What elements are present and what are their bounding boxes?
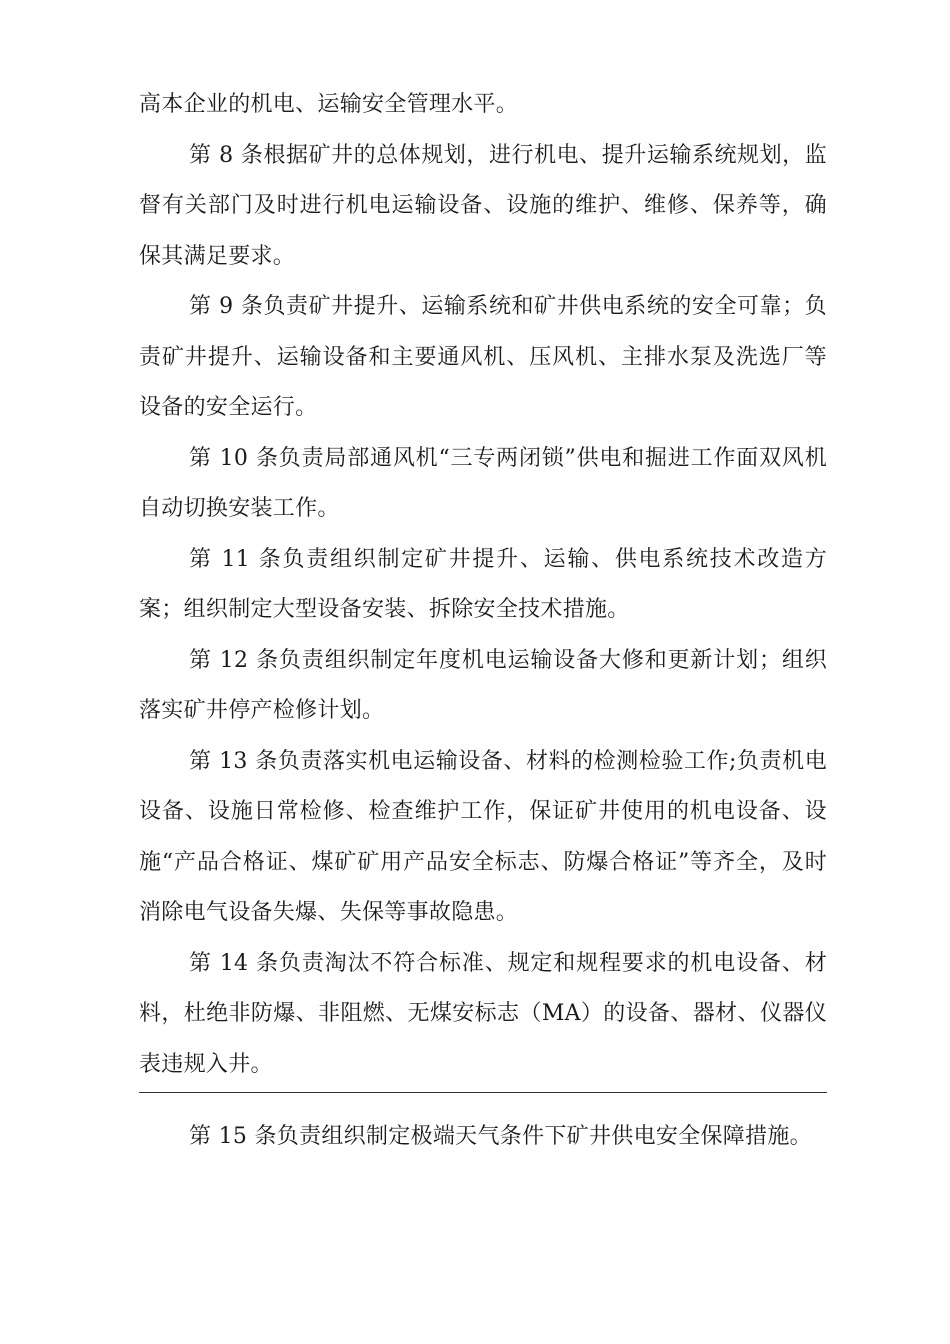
paragraph-article-9: 第 9 条负责矿井提升、运输系统和矿井供电系统的安全可靠；负责矿井提升、运输设备和主要通风机、压风机、主排水泵及洗选厂等设备的安全运行。 [139, 294, 827, 420]
paragraph-article-8: 第 8 条根据矿井的总体规划，进行机电、提升运输系统规划，监督有关部门及时进行机电运输设备、设施的维护、维修、保养等，确保其满足要求。 [139, 142, 827, 269]
page-divider [139, 1092, 827, 1093]
document-body [139, 80, 827, 1090]
paragraph-article-12: 第 12 条负责组织制定年度机电运输设备大修和更新计划；组织落实矿井停产检修计划。 [139, 647, 827, 723]
paragraph-article-11: 第 11 条负责组织制定矿井提升、运输、供电系统技术改造方案；组织制定大型设备安装、拆除安全技术措施。 [139, 546, 827, 622]
paragraph-article-14: 第 14 条负责淘汰不符合标准、规定和规程要求的机电设备、材料，杜绝非防爆、非阻燃、无煤安标志（MA）的设备、器材、仪器仪表违规入井。 [139, 950, 827, 1077]
paragraph-article-10: 第 10 条负责局部通风机“三专两闭锁”供电和掘进工作面双风机自动切换安装工作。 [139, 445, 827, 521]
paragraph-continuation: 高本企业的机电、运输安全管理水平。 [139, 92, 519, 117]
document-body-continued [139, 1112, 827, 1163]
paragraph-article-15: 第 15 条负责组织制定极端天气条件下矿井供电安全保障措施。 [189, 1124, 812, 1149]
paragraph-article-13: 第 13 条负责落实机电运输设备、材料的检测检验工作;负责机电设备、设施日常检修、检查维护工作，保证矿井使用的机电设备、设施“产品合格证、煤矿矿用产品安全标志、防爆合格证”等齐全，及时消除电气设备失爆、失保等事故隐患。 [139, 748, 827, 925]
